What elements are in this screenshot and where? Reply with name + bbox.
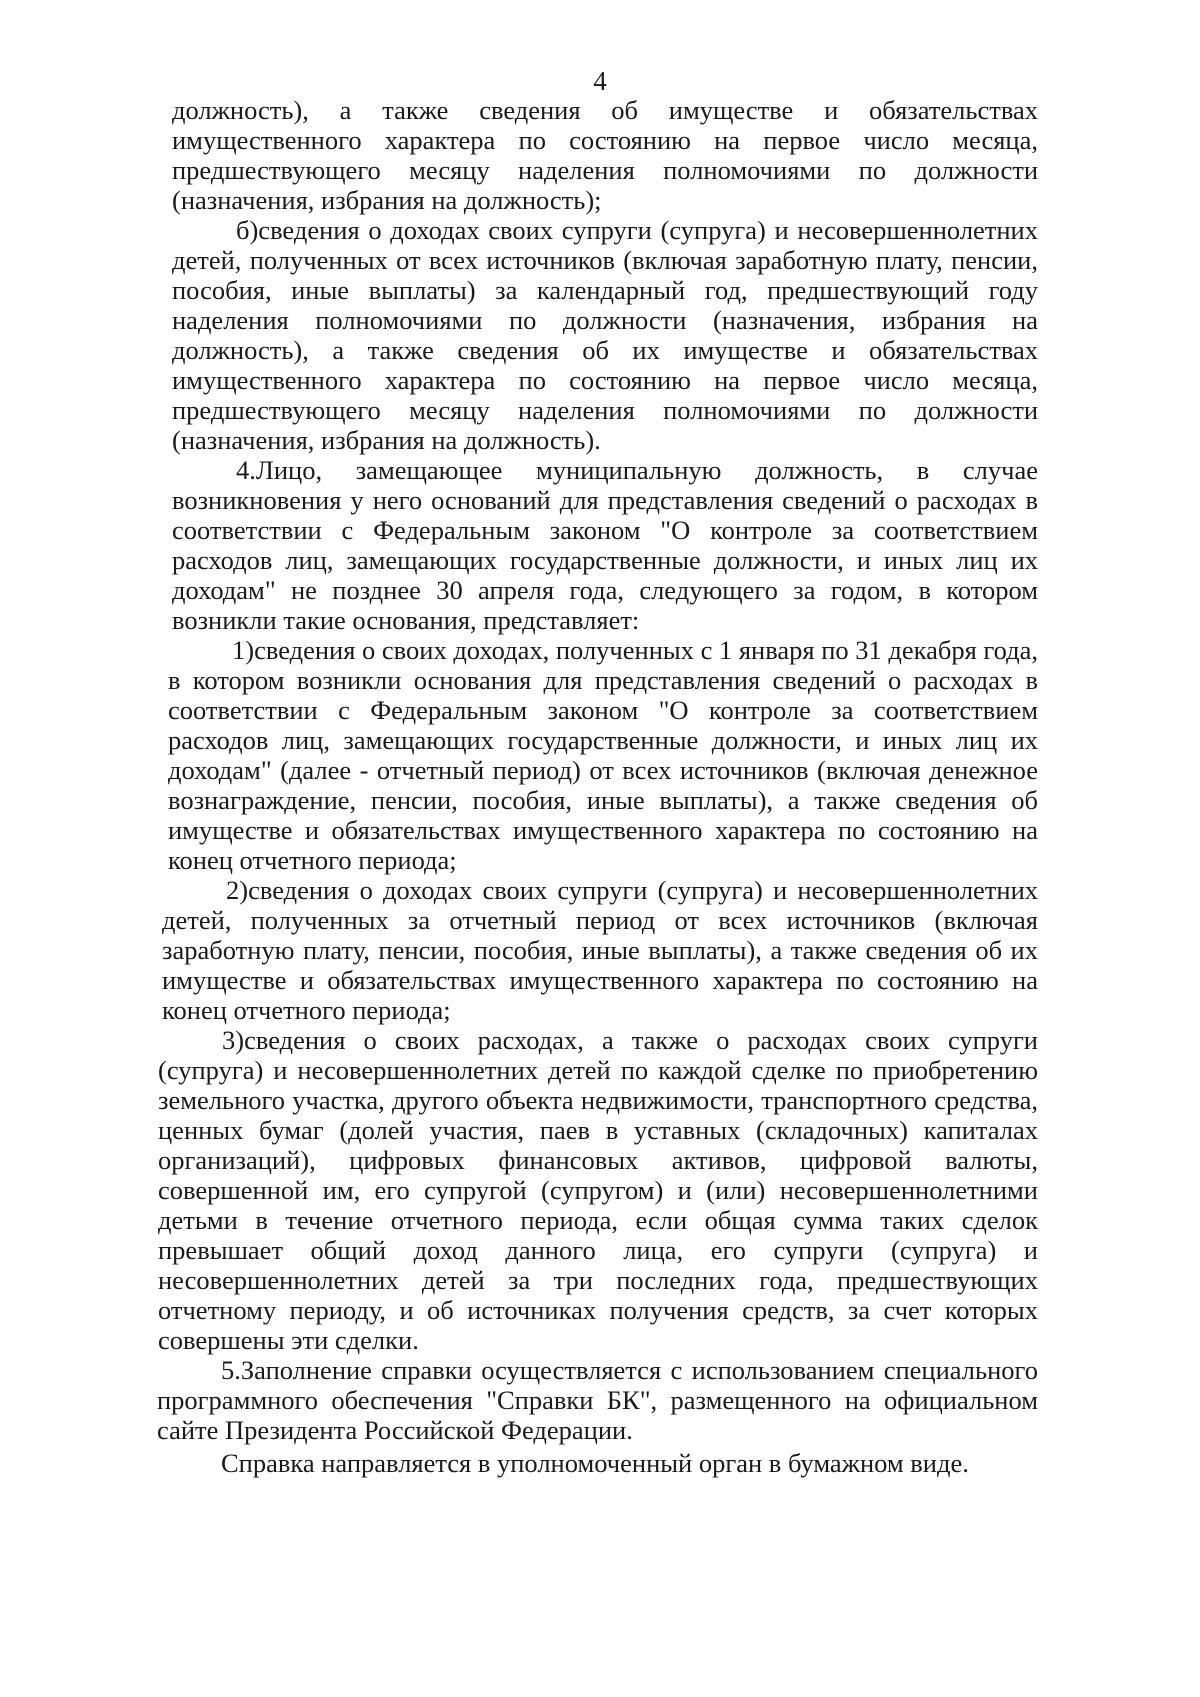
text-line: несовершеннолетних детей за три последних года, предшествующих bbox=[158, 1265, 1038, 1295]
text-line: детей, полученных за отчетный период от всех источников (включая bbox=[162, 905, 1038, 935]
text-line: возникновения у него оснований для представления сведений о расходах в bbox=[172, 485, 1038, 515]
text-line: 1)сведения о своих доходах, полученных с 1 января по 31 декабря года, bbox=[232, 635, 1038, 665]
text-line: предшествующего месяцу наделения полномочиями по должности bbox=[172, 395, 1038, 425]
text-line: соответствии с Федеральным законом "О контроле за соответствием bbox=[172, 515, 1038, 545]
text-line: имуществе и обязательствах имущественного характера по состоянию на bbox=[162, 965, 1038, 995]
text-line: детьми в течение отчетного периода, если общая сумма таких сделок bbox=[158, 1205, 1038, 1235]
text-line: расходов лиц, замещающих государственные должности, и иных лиц их bbox=[172, 545, 1038, 575]
text-line: (назначения, избрания на должность); bbox=[172, 185, 602, 215]
text-line: заработную плату, пенсии, пособия, иные выплаты), а также сведения об их bbox=[162, 935, 1038, 965]
text-line: отчетному периоду, и об источниках получения средств, за счет которых bbox=[158, 1295, 1038, 1325]
text-line: доходам" (далее - отчетный период) от всех источников (включая денежное bbox=[168, 755, 1038, 785]
document-body bbox=[157, 95, 1038, 1478]
text-line: должность), а также сведения об имуществе и обязательствах bbox=[172, 95, 1038, 125]
text-line: наделения полномочиями по должности (назначения, избрания на bbox=[172, 305, 1038, 335]
text-line: б)сведения о доходах своих супруги (супруга) и несовершеннолетних bbox=[236, 215, 1038, 245]
text-line: совершены эти сделки. bbox=[158, 1325, 419, 1355]
text-line: земельного участка, другого объекта недвижимости, транспортного средства, bbox=[158, 1085, 1038, 1115]
text-line: доходам" не позднее 30 апреля года, следующего за годом, в котором bbox=[172, 575, 1038, 605]
text-line: пособия, иные выплаты) за календарный год, предшествующий году bbox=[172, 275, 1038, 305]
text-line: 5.Заполнение справки осуществляется с использованием специального bbox=[221, 1355, 1038, 1385]
text-line: должность), а также сведения об их имуществе и обязательствах bbox=[172, 335, 1038, 365]
text-line: организаций), цифровых финансовых активов, цифровой валюты, bbox=[158, 1145, 1038, 1175]
text-line: программного обеспечения "Справки БК", размещенного на официальном bbox=[157, 1385, 1038, 1415]
text-line: 2)сведения о доходах своих супруги (супруга) и несовершеннолетних bbox=[226, 875, 1038, 905]
text-line: совершенной им, его супругой (супругом) и (или) несовершеннолетними bbox=[158, 1175, 1038, 1205]
text-line: ценных бумаг (долей участия, паев в уставных (складочных) капиталах bbox=[158, 1115, 1038, 1145]
text-line: конец отчетного периода; bbox=[162, 995, 451, 1025]
text-line: возникли такие основания, представляет: bbox=[172, 605, 640, 635]
text-line: вознаграждение, пенсии, пособия, иные выплаты), а также сведения об bbox=[168, 785, 1038, 815]
text-line: конец отчетного периода; bbox=[168, 845, 457, 875]
text-line: (супруга) и несовершеннолетних детей по каждой сделке по приобретению bbox=[158, 1055, 1038, 1085]
text-line: Справка направляется в уполномоченный орган в бумажном виде. bbox=[221, 1448, 969, 1478]
text-line: в котором возникли основания для представления сведений о расходах в bbox=[168, 665, 1038, 695]
text-line: имущественного характера по состоянию на первое число месяца, bbox=[172, 365, 1038, 395]
text-line: имущественного характера по состоянию на первое число месяца, bbox=[172, 125, 1038, 155]
text-line: соответствии с Федеральным законом "О контроле за соответствием bbox=[168, 695, 1038, 725]
text-line: расходов лиц, замещающих государственные должности, и иных лиц их bbox=[168, 725, 1038, 755]
page-number: 4 bbox=[593, 66, 607, 96]
text-line: сайте Президента Российской Федерации. bbox=[157, 1415, 633, 1445]
text-line: 3)сведения о своих расходах, а также о расходах своих супруги bbox=[222, 1025, 1038, 1055]
text-line: 4.Лицо, замещающее муниципальную должность, в случае bbox=[236, 455, 1038, 485]
text-line: превышает общий доход данного лица, его супруги (супруга) и bbox=[158, 1235, 1038, 1265]
text-line: предшествующего месяцу наделения полномочиями по должности bbox=[172, 155, 1038, 185]
text-line: детей, полученных от всех источников (включая заработную плату, пенсии, bbox=[172, 245, 1038, 275]
text-line: имуществе и обязательствах имущественного характера по состоянию на bbox=[168, 815, 1038, 845]
text-line: (назначения, избрания на должность). bbox=[172, 425, 601, 455]
